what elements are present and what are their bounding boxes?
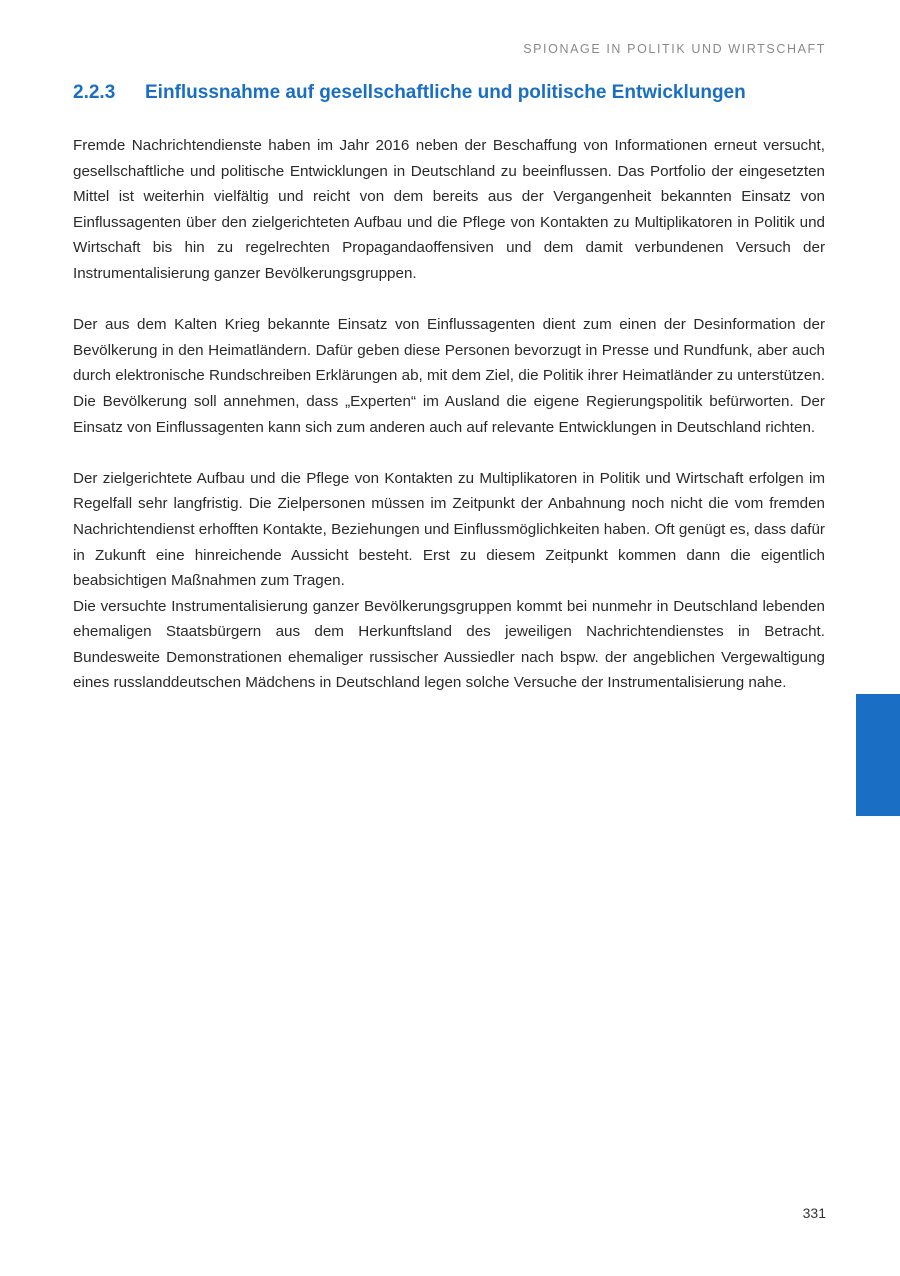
chapter-thumb-tab	[856, 694, 900, 816]
page-number: 331	[802, 1205, 826, 1221]
paragraph: Die versuchte Instrumentalisierung ganzer Bevölkerungsgruppen kommt bei nunmehr in Deutschland lebenden ehemaligen Staatsbürgern aus dem Herkunftsland des jeweiligen Nachrichtendienstes in Betracht. Bundesweite Demonstrationen ehemaliger russischer Aussiedler nach bspw. der angeblichen Vergewaltigung eines russlanddeutschen Mädchens in Deutschland legen solche Versuche der Instrumentalisierung nahe.	[73, 597, 825, 692]
section-heading	[73, 82, 833, 104]
body-text	[73, 133, 825, 696]
running-header: SPIONAGE IN POLITIK UND WIRTSCHAFT	[523, 42, 826, 56]
section-title: Einflussnahme auf gesellschaftliche und politische Entwicklungen	[145, 82, 746, 103]
paragraph: Der aus dem Kalten Krieg bekannte Einsatz von Einflussagenten dient zum einen der Desinformation der Bevölkerung in den Heimatländern. Dafür geben diese Personen bevorzugt in Presse und Rundfunk, aber auch durch elektronische Rundschreiben Erklärungen ab, mit dem Ziel, die Politik ihrer Heimatländer zu unterstützen. Die Bevölkerung soll annehmen, dass „Experten“ im Ausland die eigene Regierungspolitik befürworten. Der Einsatz von Einflussagenten kann sich zum anderen auch auf relevante Entwicklungen in Deutschland richten.	[73, 316, 825, 436]
paragraph: Fremde Nachrichtendienste haben im Jahr 2016 neben der Beschaffung von Informationen erneut versucht, gesellschaftliche und politische Entwicklungen in Deutschland zu beeinflussen. Das Portfolio der eingesetzten Mittel ist weiterhin vielfältig und reicht von dem bereits aus der Vergangenheit bekannten Einsatz von Einflussagenten über den zielgerichteten Aufbau und die Pflege von Kontakten zu Multiplikatoren in Politik und Wirtschaft bis hin zu regelrechten Propagandaoffensiven und dem damit verbundenen Versuch der Instrumentalisierung ganzer Bevölkerungsgruppen.	[73, 137, 825, 282]
paragraph: Der zielgerichtete Aufbau und die Pflege von Kontakten zu Multiplikatoren in Politik und Wirtschaft erfolgen im Regelfall sehr langfristig. Die Zielpersonen müssen im Zeitpunkt der Anbahnung noch nicht die vom fremden Nachrichtendienst erhofften Kontakte, Beziehungen und Einflussmöglichkeiten haben. Oft genügt es, dass dafür in Zukunft eine hinreichende Aussicht besteht. Erst zu diesem Zeitpunkt kommen dann die eigentlich beabsichtigen Maßnahmen zum Tragen.	[73, 469, 825, 590]
section-number: 2.2.3	[73, 82, 116, 103]
